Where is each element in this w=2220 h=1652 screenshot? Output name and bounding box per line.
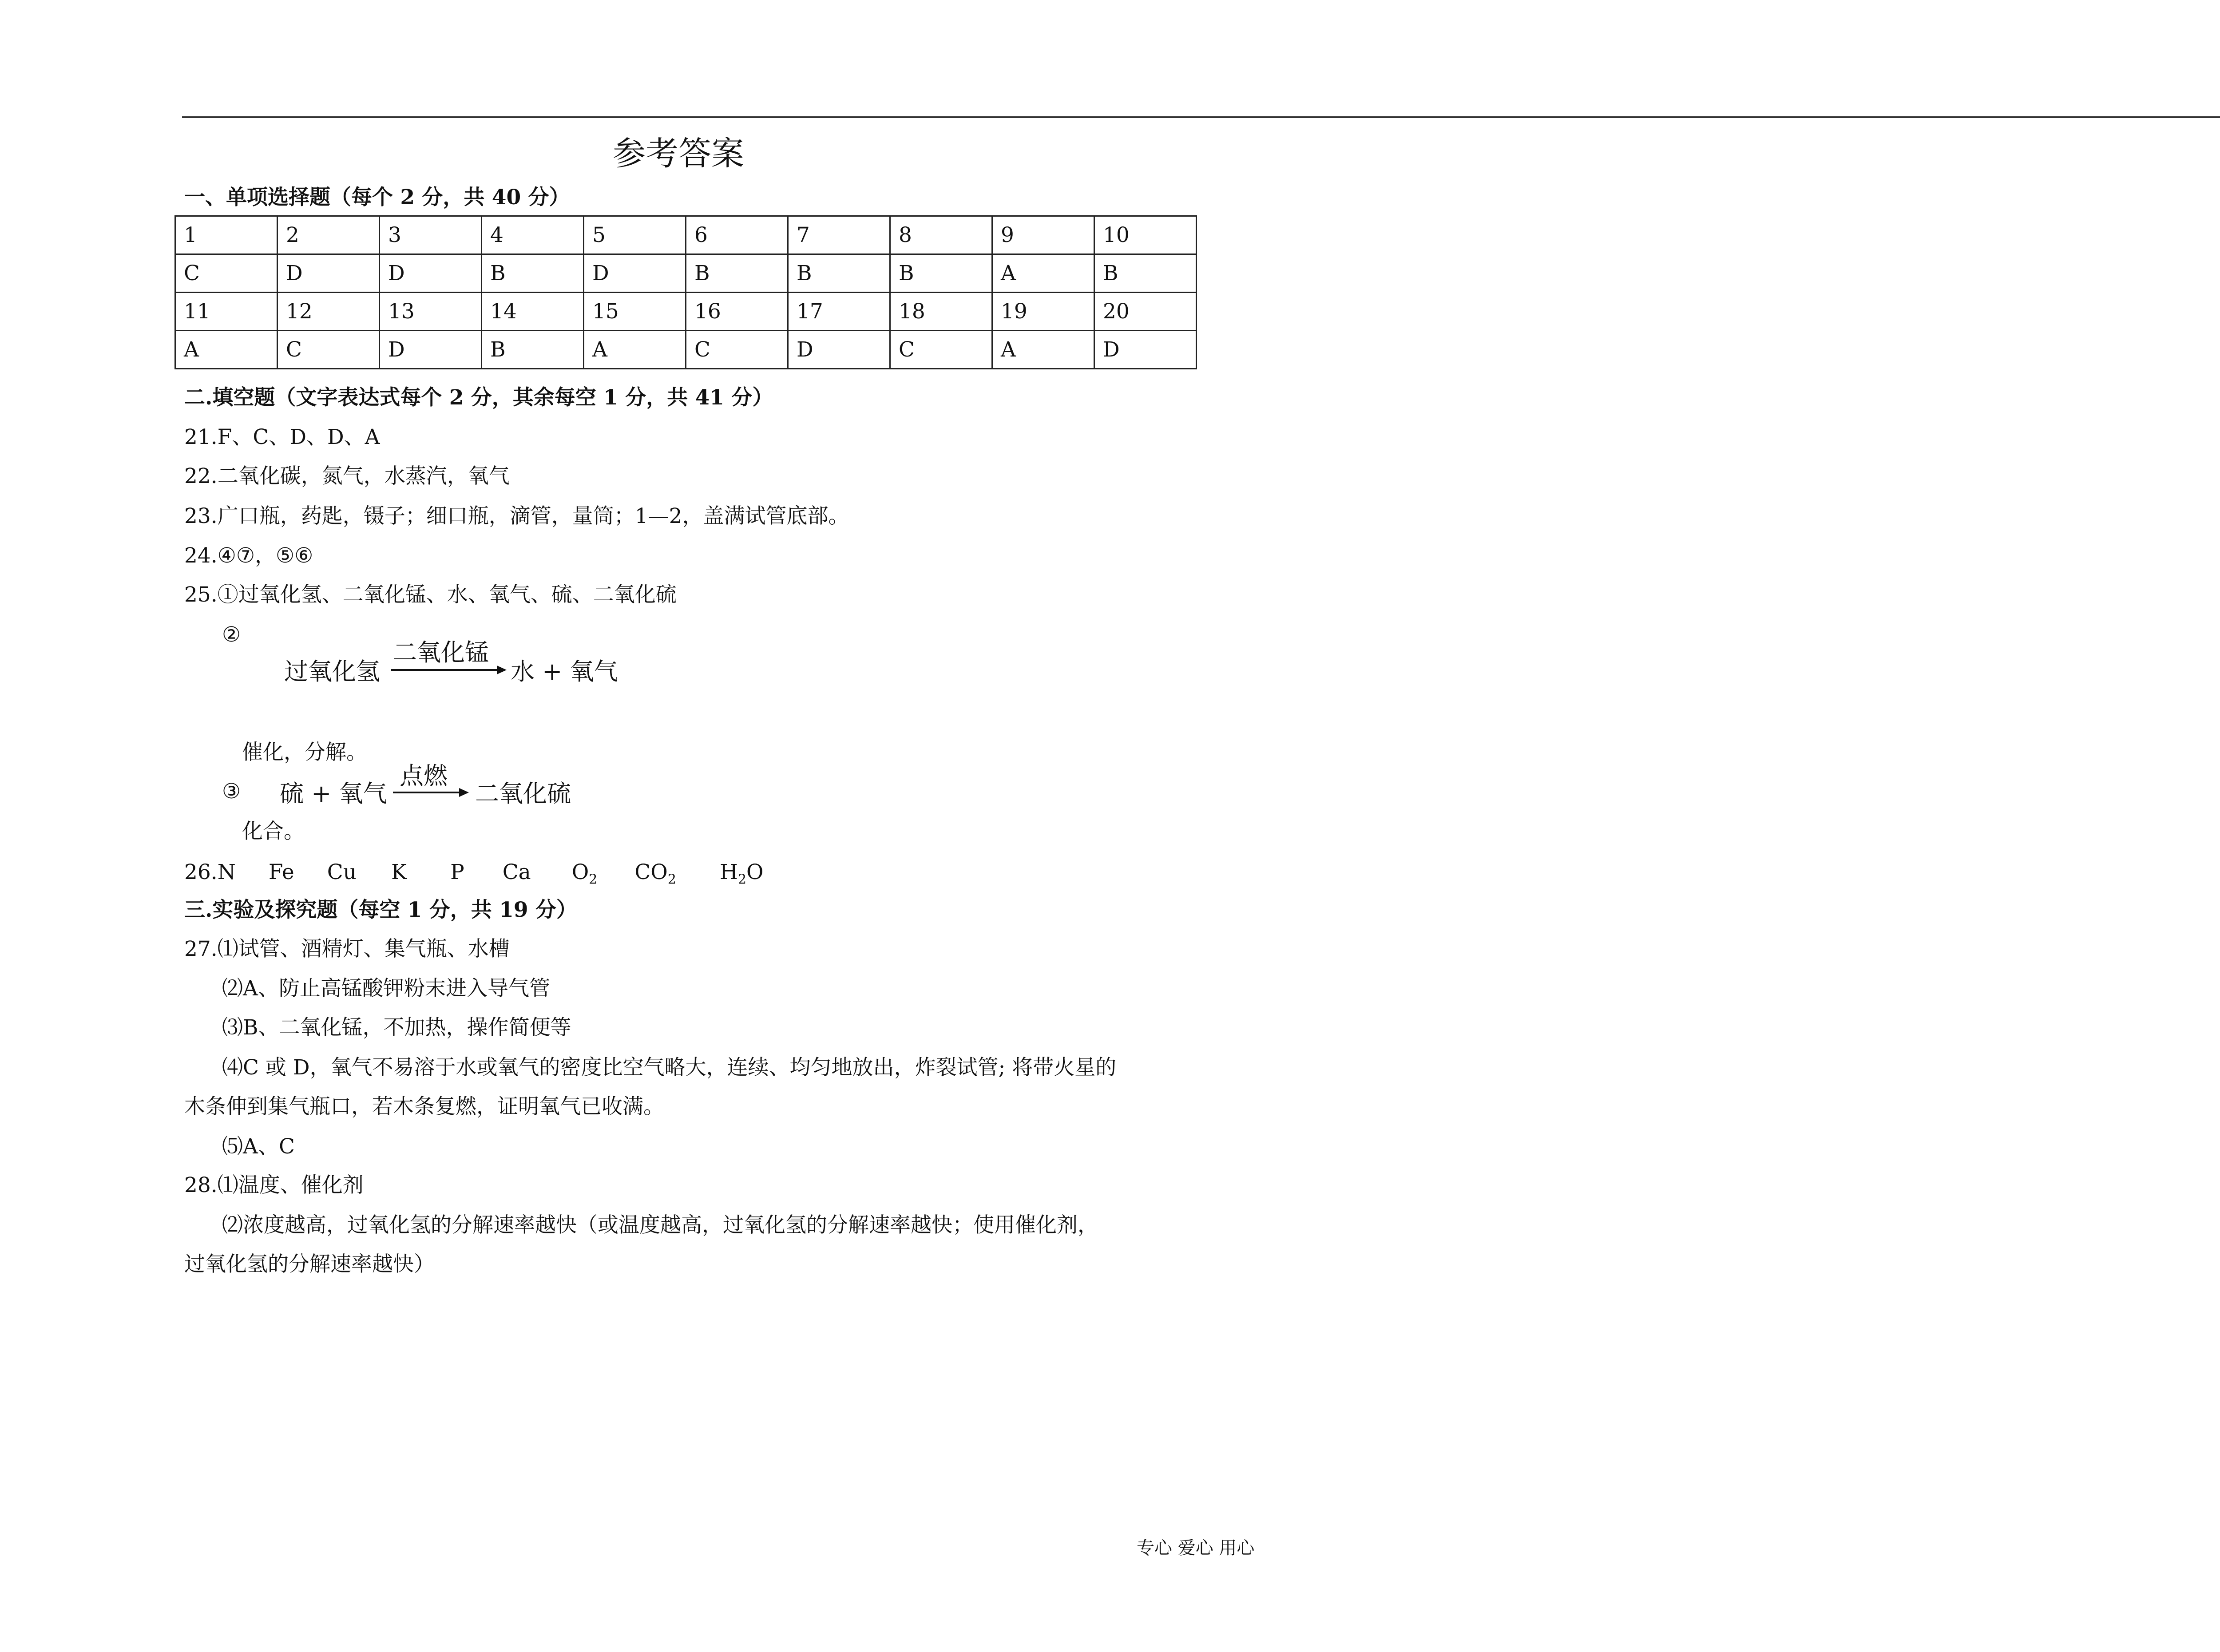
symbol-k: K (391, 860, 407, 884)
table-cell: A (175, 331, 278, 369)
table-cell: 6 (686, 216, 788, 254)
table-row (175, 254, 1197, 293)
table-cell: 17 (788, 293, 890, 331)
table-cell: 12 (278, 293, 380, 331)
answer-28-1: 28.⑴温度、催化剂 (184, 1173, 364, 1197)
table-cell: D (1094, 331, 1197, 369)
symbol-p: P (450, 860, 464, 884)
table-cell: A (992, 254, 1094, 293)
table-cell: 15 (584, 293, 686, 331)
answer-table (174, 215, 1197, 369)
section2-heading: 二.填空题（文字表达式每个 2 分，其余每空 1 分，共 41 分） (184, 385, 773, 410)
table-cell: 3 (380, 216, 482, 254)
table-cell: 14 (482, 293, 584, 331)
answer-27-4b: 木条伸到集气瓶口，若木条复燃，证明氧气已收满。 (184, 1094, 664, 1119)
equation-2-condition: 点燃 (400, 762, 448, 790)
table-cell: 18 (890, 293, 992, 331)
table-cell: B (686, 254, 788, 293)
page-title: 参考答案 (613, 135, 744, 173)
table-cell: B (788, 254, 890, 293)
symbol-cu: Cu (327, 860, 357, 884)
table-cell: B (1094, 254, 1197, 293)
table-cell: D (278, 254, 380, 293)
table-cell: 8 (890, 216, 992, 254)
answer-27-1: 27.⑴试管、酒精灯、集气瓶、水槽 (184, 937, 510, 961)
answer-28-2b: 过氧化氢的分解速率越快） (184, 1252, 435, 1276)
equation-1-condition: 二氧化锰 (393, 638, 489, 666)
answer-26-prefix: 26. (184, 860, 218, 884)
equation-2-reactants: 硫 + 氧气 (280, 780, 387, 808)
answer-21: 21.F、C、D、D、A (184, 425, 380, 449)
table-cell: B (482, 254, 584, 293)
answer-25-3-type: 化合。 (242, 819, 305, 844)
table-cell: 19 (992, 293, 1094, 331)
answer-25-3-marker: ③ (222, 779, 241, 804)
table-cell: A (584, 331, 686, 369)
table-cell: C (686, 331, 788, 369)
answer-22: 22.二氧化碳，氮气，水蒸汽，氧气 (184, 464, 510, 488)
equation-2-product: 二氧化硫 (475, 780, 571, 808)
answer-24: 24.④⑦，⑤⑥ (184, 543, 313, 568)
answer-25-1: 25.①过氧化氢、二氧化锰、水、氧气、硫、二氧化硫 (184, 582, 677, 607)
table-cell: 4 (482, 216, 584, 254)
equation-1-reactant: 过氧化氢 (284, 658, 380, 685)
table-cell: 11 (175, 293, 278, 331)
answer-28-2a: ⑵浓度越高，过氧化氢的分解速率越快（或温度越高，过氧化氢的分解速率越快；使用催化剂， (222, 1213, 1098, 1237)
table-cell: D (380, 331, 482, 369)
table-cell: D (380, 254, 482, 293)
equation-1-arrow (391, 669, 504, 671)
header-rule (182, 116, 2220, 118)
table-cell: C (890, 331, 992, 369)
answer-26 (184, 859, 764, 893)
table-cell: D (584, 254, 686, 293)
table-cell: B (890, 254, 992, 293)
table-cell: 5 (584, 216, 686, 254)
table-cell: 10 (1094, 216, 1197, 254)
table-cell: B (482, 331, 584, 369)
table-row (175, 216, 1197, 254)
answer-27-4a: ⑷C 或 D，氧气不易溶于水或氧气的密度比空气略大，连续、均匀地放出，炸裂试管; 将带火星的 (222, 1055, 1117, 1080)
table-cell: 9 (992, 216, 1094, 254)
table-cell: C (175, 254, 278, 293)
answer-27-2: ⑵A、防止高锰酸钾粉末进入导气管 (222, 976, 550, 1001)
table-cell: 20 (1094, 293, 1197, 331)
table-cell: C (278, 331, 380, 369)
equation-2-arrow (393, 792, 466, 793)
page-footer: 专心 爱心 用心 (1137, 1538, 1255, 1558)
table-cell: 2 (278, 216, 380, 254)
formula-co2: $CO_2$ (634, 860, 676, 887)
symbol-ca: Ca (502, 860, 531, 884)
section3-heading: 三.实验及探究题（每空 1 分，共 19 分） (184, 898, 577, 922)
table-row (175, 293, 1197, 331)
answer-25-2-type: 催化，分解。 (242, 740, 367, 765)
table-cell: 13 (380, 293, 482, 331)
answer-23: 23.广口瓶，药匙，镊子；细口瓶，滴管，量筒；1—2，盖满试管底部。 (184, 504, 849, 528)
answer-25-2-marker: ② (222, 622, 241, 647)
symbol-n: N (217, 860, 236, 884)
table-cell: 16 (686, 293, 788, 331)
answer-27-3: ⑶B、二氧化锰，不加热，操作简便等 (222, 1015, 571, 1040)
table-cell: 1 (175, 216, 278, 254)
table-row (175, 331, 1197, 369)
table-cell: 7 (788, 216, 890, 254)
section1-heading: 一、单项选择题（每个 2 分，共 40 分） (184, 185, 570, 210)
table-cell: A (992, 331, 1094, 369)
formula-o2: $O_2$ (571, 860, 598, 887)
table-cell: D (788, 331, 890, 369)
formula-h2o: $H_2O$ (719, 860, 764, 887)
answer-27-5: ⑸A、C (222, 1134, 295, 1159)
symbol-fe: Fe (268, 860, 294, 884)
equation-1-products: 水 + 氧气 (511, 658, 618, 685)
